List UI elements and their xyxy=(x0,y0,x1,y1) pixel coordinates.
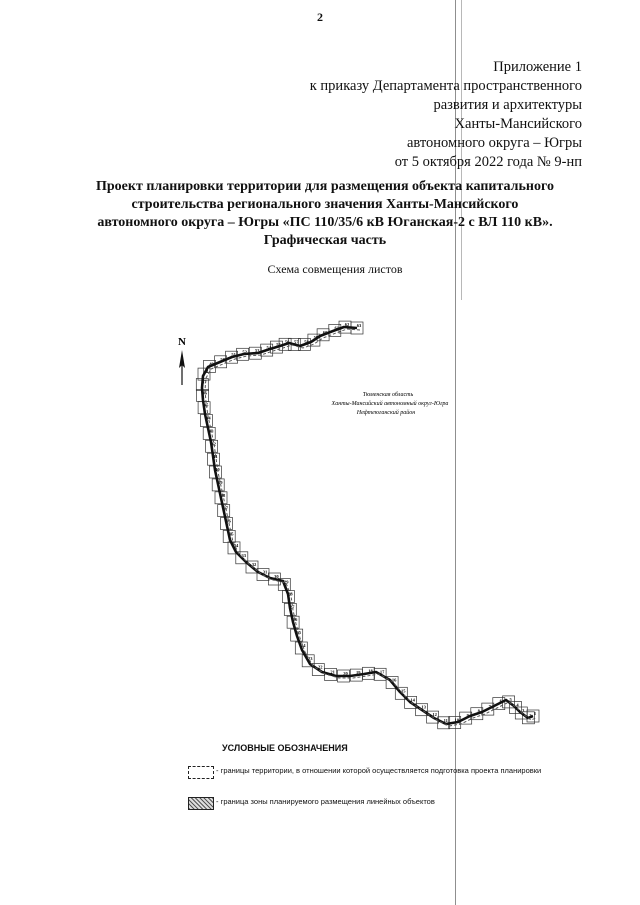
power-line-route xyxy=(202,327,533,724)
sheet-number: 9 xyxy=(466,713,469,719)
appendix-line: автономного округа – Югры xyxy=(406,135,582,151)
region-line: Ханты-Мансийский автономный округ-Югра xyxy=(331,401,449,407)
sheet-number: 47 xyxy=(202,379,207,385)
title-line: автономного округа – Югры «ПС 110/35/6 кВ Юганская-2 с ВЛ 110 кВ». xyxy=(97,215,553,230)
sheet-number: 33 xyxy=(241,552,247,558)
sheet-number: 28 xyxy=(288,591,293,597)
sheet-number: 12 xyxy=(432,712,437,718)
sheet-number: 25 xyxy=(296,630,301,636)
legend-item-label: - границы территории, в отношении которой осуществляется подготовка проекта планировки xyxy=(216,766,542,775)
sheet-number: 37 xyxy=(223,505,228,511)
sheet-number: 45 xyxy=(203,402,209,408)
sheet-number: 6 xyxy=(499,698,502,704)
sheet-number: 32 xyxy=(251,562,257,567)
sheet-number: 53 xyxy=(255,348,260,354)
sheet-number: 29 xyxy=(284,579,289,585)
sheet-number: 34 xyxy=(233,542,239,548)
sheet-number: 52 xyxy=(242,349,247,355)
sheet-number: 63 xyxy=(356,323,362,328)
sheet-number: 16 xyxy=(391,677,397,683)
sheet-number: 18 xyxy=(368,668,373,674)
sheet-number: 10 xyxy=(454,717,459,723)
appendix-line: от 5 октября 2022 года № 9-нп xyxy=(394,154,582,170)
sheet-number: 46 xyxy=(202,390,207,396)
sheet-number: 48 xyxy=(203,369,209,375)
region-line: Тюменская область xyxy=(362,392,414,398)
sheet-grid xyxy=(196,321,539,729)
sheet-number: 44 xyxy=(206,415,211,421)
north-label: N xyxy=(178,336,186,348)
sheet-number: 60 xyxy=(322,329,328,335)
appendix-line: к приказу Департамента пространственного xyxy=(309,78,582,94)
sheet-number: 35 xyxy=(228,531,234,537)
sheet-number: 40 xyxy=(215,467,220,472)
page-number: 2 xyxy=(317,10,323,24)
sheet-number: 57 xyxy=(294,339,299,345)
sheet-number: 43 xyxy=(208,428,214,434)
title-line: строительства регионального значения Ханты-Мансийского xyxy=(131,197,519,212)
sheet-number: 54 xyxy=(266,345,271,351)
sheet-number: 49 xyxy=(209,361,214,367)
appendix-line: Приложение 1 xyxy=(493,59,582,75)
sheet-number: 23 xyxy=(307,655,313,661)
sheet-number: 59 xyxy=(313,335,319,341)
scheme-subtitle: Схема совмещения листов xyxy=(267,262,403,276)
sheet-number: 14 xyxy=(410,697,415,703)
sheet-number: 61 xyxy=(334,325,340,331)
sheet-number: 1 xyxy=(533,711,537,716)
sheet-number: 21 xyxy=(330,669,335,675)
sheet-number: 55 xyxy=(276,342,281,348)
sheet-number: 36 xyxy=(226,518,231,524)
title-line: Графическая часть xyxy=(263,233,387,248)
north-arrow xyxy=(178,336,186,385)
hatched-rectangle-icon xyxy=(188,797,214,810)
appendix-line: Ханты-Мансийского xyxy=(454,116,582,132)
sheet-number: 4 xyxy=(516,702,519,708)
region-line: Нефтеюганский район xyxy=(356,410,416,416)
sheet-number: 8 xyxy=(477,708,480,714)
sheet-number: 42 xyxy=(211,441,216,447)
dashed-rectangle-icon xyxy=(188,766,214,779)
sheet-number: 22 xyxy=(318,664,323,670)
sheet-number: 56 xyxy=(284,339,290,345)
sheet-number: 27 xyxy=(290,604,295,610)
sheet-number: 26 xyxy=(292,617,298,623)
sheet-number: 13 xyxy=(421,704,426,710)
sheet-number: 30 xyxy=(274,574,279,579)
sheet-number: 41 xyxy=(213,454,218,460)
region-label xyxy=(331,391,449,416)
sheet-number: 51 xyxy=(231,352,236,358)
sheet-number: 5 xyxy=(509,696,512,702)
sheet-number: 7 xyxy=(488,704,491,710)
appendix-line: развития и архитектуры xyxy=(433,97,582,113)
legend-title: УСЛОВНЫЕ ОБОЗНАЧЕНИЯ xyxy=(222,743,348,753)
sheet-number: 39 xyxy=(217,479,223,485)
sheet-number: 17 xyxy=(379,669,385,675)
sheet-number: 24 xyxy=(301,643,306,648)
zone-boundary xyxy=(205,329,536,726)
sheet-number: 50 xyxy=(220,356,225,362)
sheet-number: 2 xyxy=(529,712,532,718)
sheet-number: 38 xyxy=(220,492,226,498)
sheet-number: 11 xyxy=(443,717,448,723)
sheet-number: 3 xyxy=(522,708,525,713)
legend-item-label: - граница зоны планируемого размещения линейных объектов xyxy=(216,797,435,806)
sheet-number: 19 xyxy=(356,670,361,676)
sheet-number: 31 xyxy=(262,569,268,575)
sheet-number: 20 xyxy=(343,671,348,676)
title-line: Проект планировки территории для размещения объекта капитального xyxy=(95,179,555,194)
sheet-number: 58 xyxy=(304,339,309,345)
sheet-number: 15 xyxy=(401,688,406,694)
sheet-number: 62 xyxy=(344,322,350,328)
